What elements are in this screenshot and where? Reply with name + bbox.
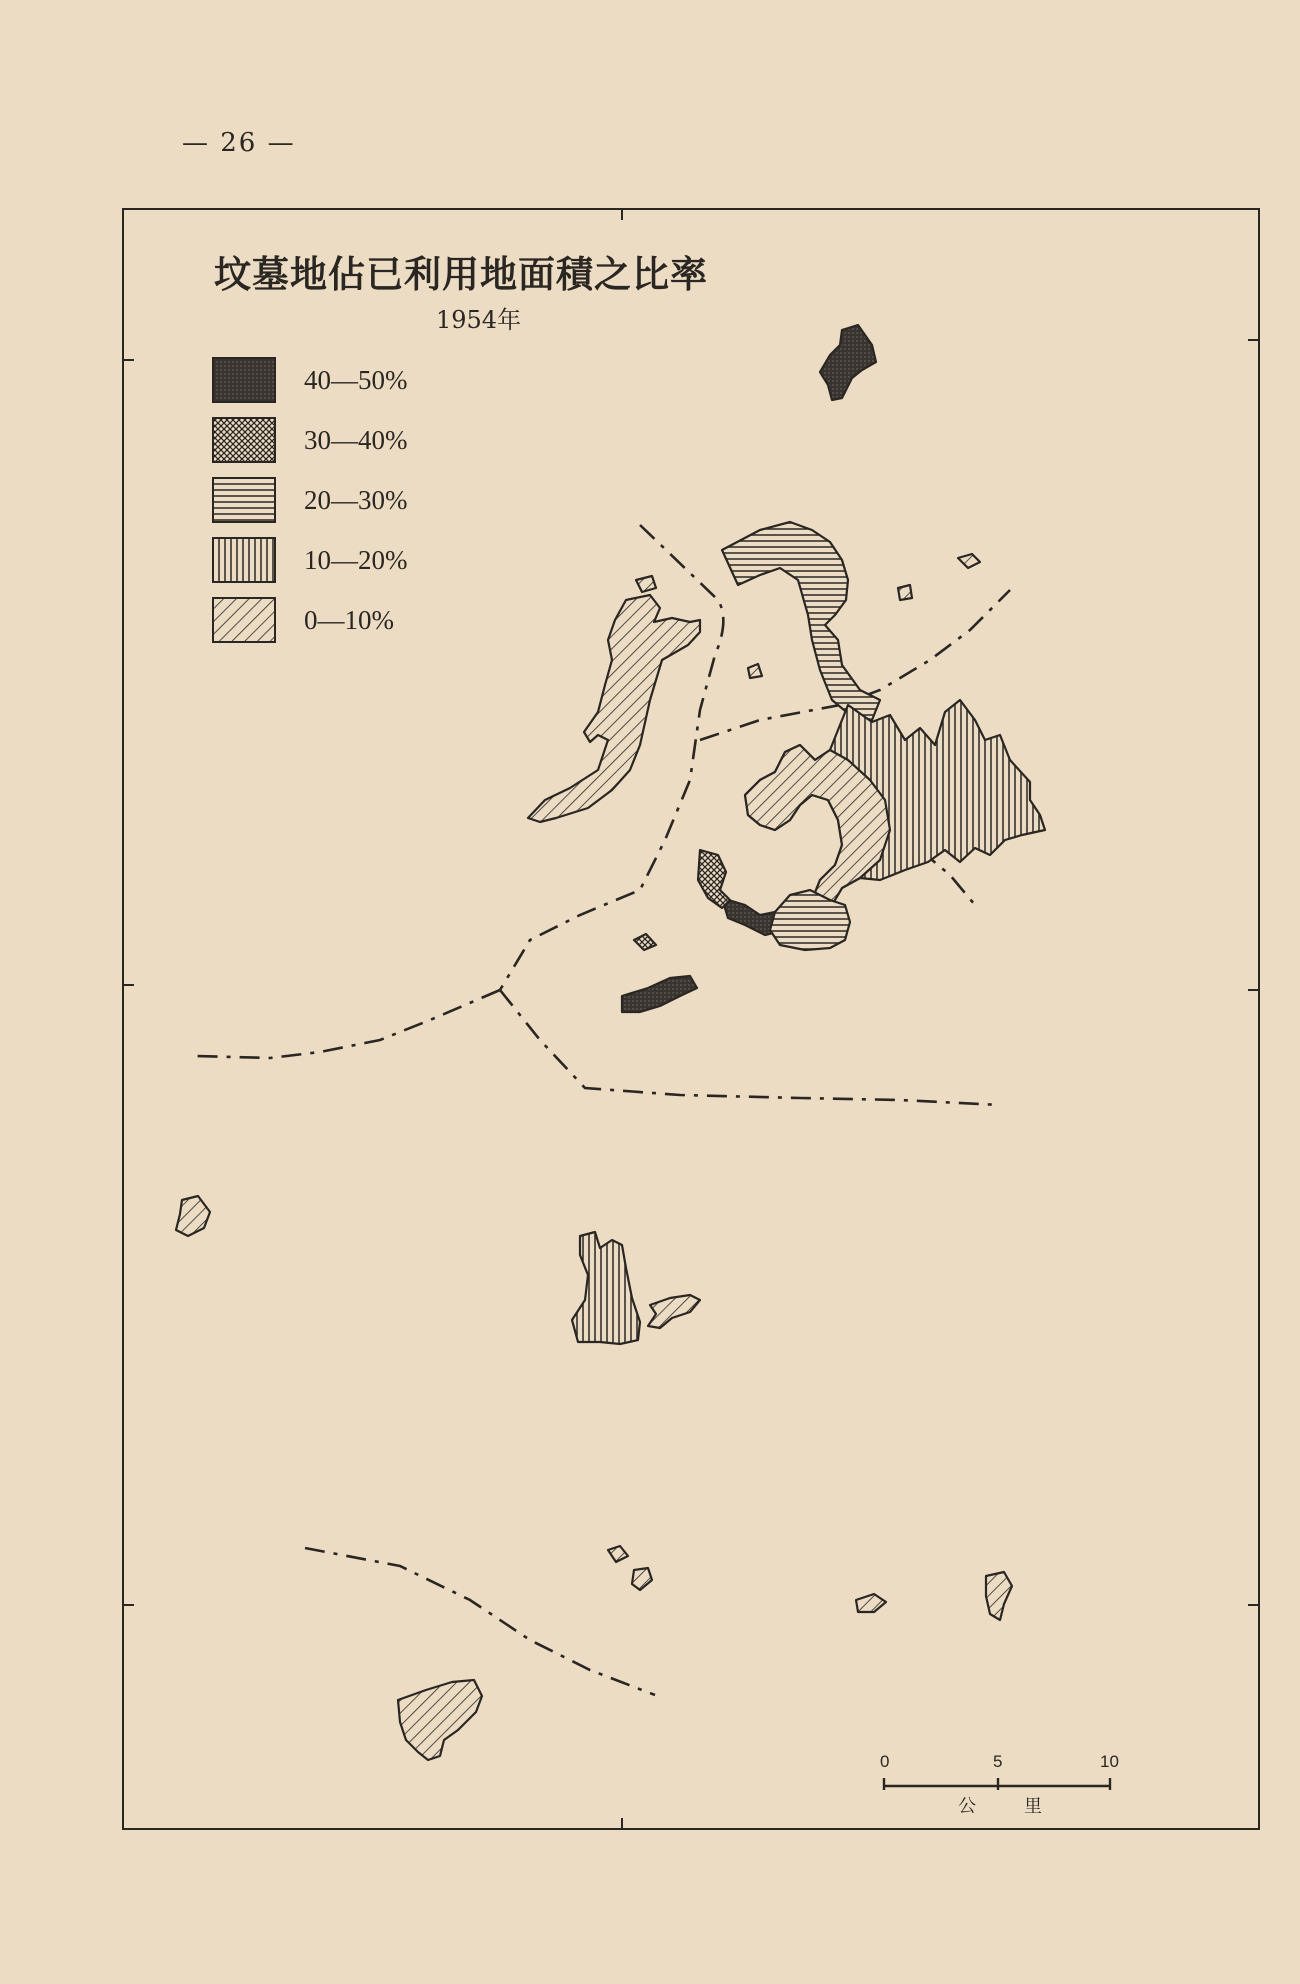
region-southwest-island xyxy=(398,1680,482,1760)
legend-label: 40—50% xyxy=(304,364,408,395)
region-west-islet xyxy=(636,576,656,592)
legend-label: 20—30% xyxy=(304,484,408,515)
region-east-islet-a xyxy=(958,554,980,568)
legend-label: 30—40% xyxy=(304,424,408,455)
region-south-strip-cross xyxy=(698,850,730,908)
region-northern-islet xyxy=(820,325,876,400)
scale-bar xyxy=(884,1778,1110,1790)
region-south-islet-a xyxy=(608,1546,628,1562)
region-center-islet-a xyxy=(634,934,656,950)
page-number: — 26 — xyxy=(182,128,296,158)
region-east-islet-b xyxy=(898,585,912,600)
map-title: 坟墓地佔已利用地面積之比率 xyxy=(214,252,708,296)
map-subtitle: 1954年 xyxy=(436,306,522,334)
region-south-islet-d xyxy=(986,1572,1012,1620)
region-south-block xyxy=(770,890,850,950)
region-south-central-island xyxy=(572,1232,640,1344)
scale-unit-right: 里 xyxy=(1024,1796,1042,1817)
region-far-west-islet xyxy=(176,1196,210,1236)
scale-tick-0: 0 xyxy=(880,1752,890,1771)
region-center-islet-b xyxy=(748,664,762,678)
region-south-islet-c xyxy=(856,1594,886,1612)
scale-unit-left: 公 xyxy=(958,1796,976,1817)
region-north-peninsula xyxy=(722,522,880,720)
region-south-central-islet xyxy=(648,1295,700,1328)
scale-tick-5: 5 xyxy=(993,1752,1003,1771)
region-center-islet-dark xyxy=(622,976,697,1012)
legend-label: 0—10% xyxy=(304,604,394,635)
region-west-island xyxy=(528,595,700,822)
legend-label: 10—20% xyxy=(304,544,408,575)
scale-tick-10: 10 xyxy=(1100,1752,1119,1771)
region-south-islet-b xyxy=(632,1568,652,1590)
frame-ticks xyxy=(122,208,1260,1830)
